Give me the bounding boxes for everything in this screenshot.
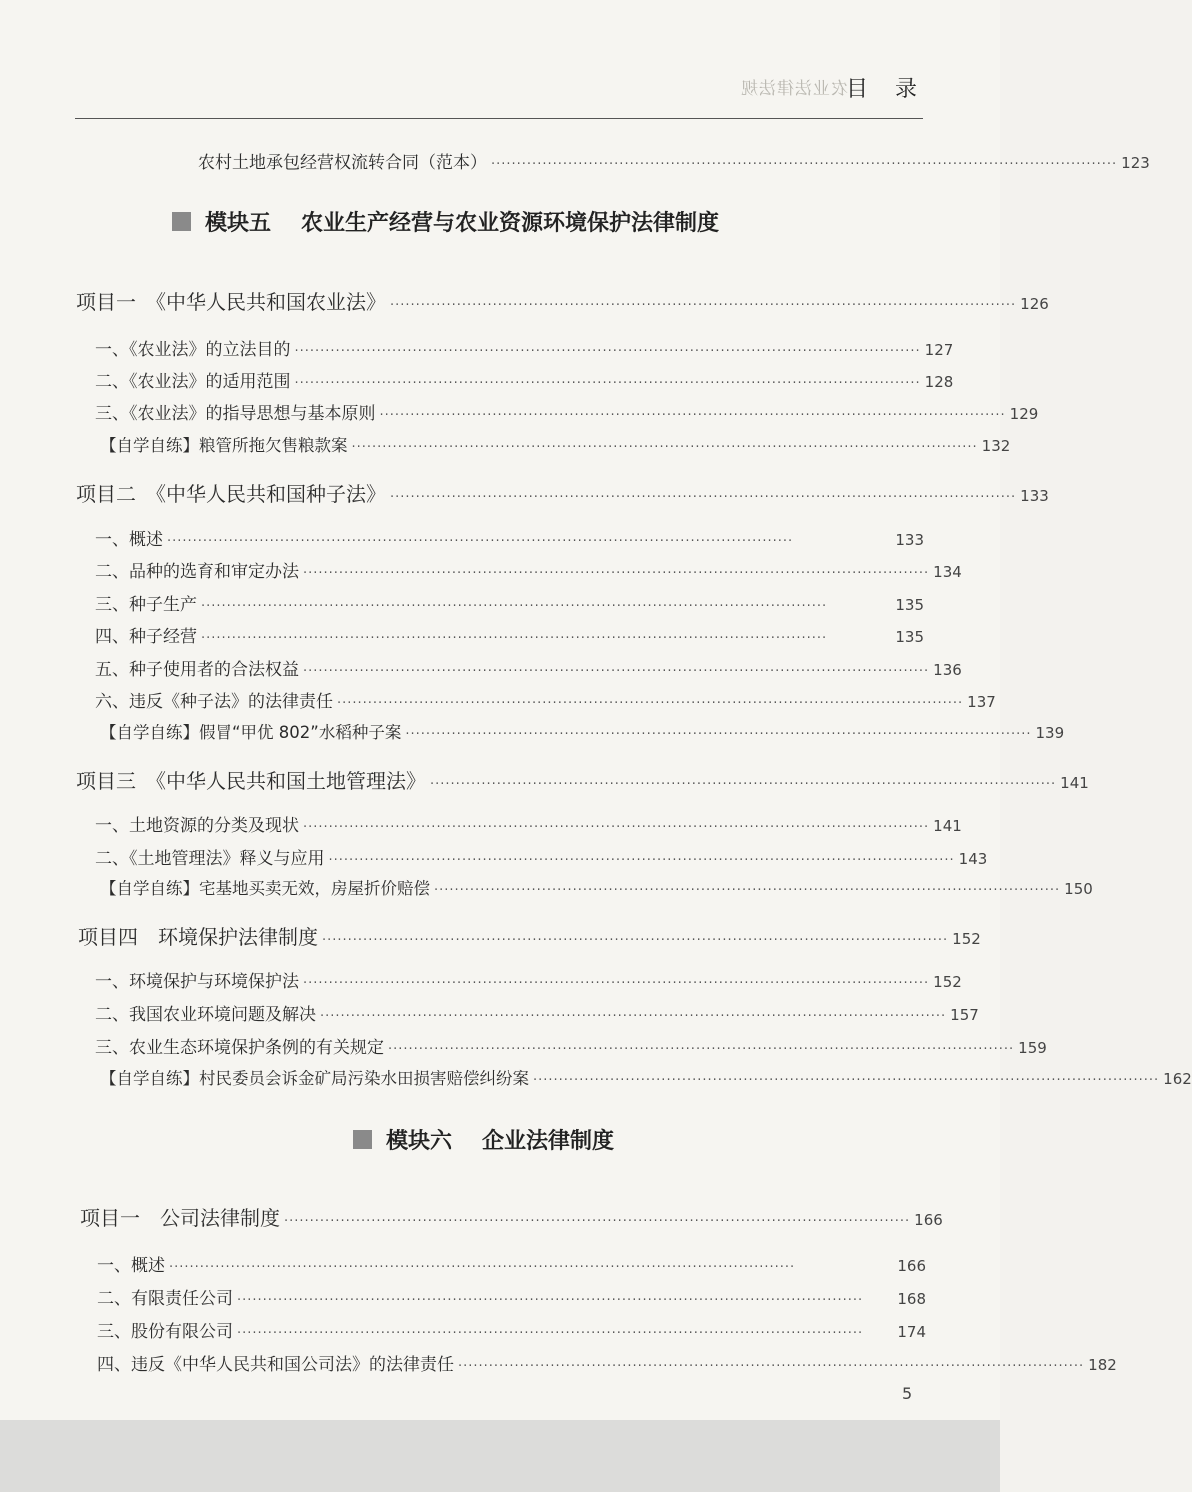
toc-entry[interactable] [95, 525, 924, 549]
toc-project-entry[interactable] [76, 478, 1049, 506]
toc-entry[interactable] [97, 1284, 926, 1308]
dot-leader: ·························································································································· [294, 376, 921, 391]
toc-practice-entry[interactable] [100, 875, 1093, 899]
dot-leader: ·························································································································· [434, 883, 1061, 898]
dot-leader: ·························································································································· [169, 1260, 796, 1275]
dot-leader: ·························································································································· [320, 1009, 947, 1024]
bleed-through-header: 农业法律法规 [740, 79, 848, 99]
dot-leader: ·························································································································· [303, 664, 930, 679]
toc-entry-label: 五、种子使用者的合法权益 [95, 660, 299, 680]
toc-entry-page: 141 [933, 817, 962, 835]
toc-entry-page: 152 [933, 973, 962, 991]
toc-entry-label: 项目一 《中华人民共和国农业法》 [76, 290, 386, 314]
dot-leader: ·························································································································· [284, 1214, 911, 1229]
toc-entry-label: 项目四 环境保护法律制度 [78, 925, 318, 949]
dot-leader: ·························································································································· [322, 933, 949, 948]
toc-practice-entry[interactable] [100, 719, 1065, 743]
toc-project-entry[interactable] [76, 765, 1089, 793]
toc-entry-label: 三、股份有限公司 [97, 1322, 233, 1342]
toc-entry[interactable] [97, 1350, 1117, 1375]
dot-leader: ·························································································································· [388, 1042, 1015, 1057]
toc-entry[interactable] [97, 1317, 926, 1341]
toc-entry-label: 三、《农业法》的指导思想与基本原则 [95, 404, 376, 424]
toc-entry[interactable] [95, 557, 962, 582]
dot-leader: ·························································································································· [201, 631, 828, 646]
toc-entry[interactable] [198, 148, 1150, 173]
toc-entry-page: 135 [895, 596, 924, 614]
toc-entry-label: 一、概述 [95, 530, 163, 550]
module-title: 企业法律制度 [482, 1129, 615, 1154]
dot-leader: ·························································································································· [167, 534, 794, 549]
toc-entry-label: 一、土地资源的分类及现状 [95, 816, 299, 836]
toc-entry-label: 【自学自练】粮管所拖欠售粮款案 [100, 436, 348, 455]
toc-entry-page: 136 [933, 661, 962, 679]
dot-leader: ·························································································································· [491, 157, 1118, 172]
dot-leader: ·························································································································· [201, 599, 828, 614]
toc-entry[interactable] [95, 655, 962, 680]
module-name: 模块六 [386, 1129, 453, 1154]
square-bullet-icon [353, 1130, 372, 1149]
toc-entry[interactable] [95, 1033, 1047, 1058]
dot-leader: ·························································································································· [405, 727, 1032, 742]
module-heading [353, 1124, 614, 1155]
dot-leader: ·························································································································· [351, 440, 978, 455]
toc-entry-label: 项目二 《中华人民共和国种子法》 [76, 482, 386, 506]
dot-leader: ·························································································································· [303, 976, 930, 991]
dot-leader: ·························································································································· [390, 298, 1017, 313]
toc-entry[interactable] [95, 844, 988, 869]
dot-leader: ·························································································································· [303, 566, 930, 581]
toc-entry-page: 135 [895, 628, 924, 646]
toc-entry-page: 157 [950, 1006, 979, 1024]
toc-entry-label: 农村土地承包经营权流转合同（范本） [198, 153, 487, 173]
dot-leader: ·························································································································· [458, 1359, 1085, 1374]
dot-leader: ·························································································································· [294, 344, 921, 359]
toc-entry-label: 四、违反《中华人民共和国公司法》的法律责任 [97, 1355, 454, 1375]
toc-entry[interactable] [95, 967, 962, 992]
toc-entry-page: 143 [958, 850, 988, 868]
toc-project-entry[interactable] [80, 1202, 943, 1230]
toc-entry-label: 【自学自练】村民委员会诉金矿局污染水田损害赔偿纠纷案 [100, 1069, 529, 1088]
toc-practice-entry[interactable] [100, 1065, 1192, 1089]
toc-entry-label: 二、《农业法》的适用范围 [95, 372, 291, 392]
toc-entry-page: 159 [1018, 1039, 1047, 1057]
toc-entry-page: 133 [895, 531, 924, 549]
toc-entry-page: 127 [924, 341, 954, 359]
dot-leader: ·························································································································· [533, 1073, 1160, 1088]
page-title: 目 录 [846, 77, 927, 102]
toc-entry[interactable] [95, 335, 954, 360]
toc-entry-page: 162 [1163, 1070, 1192, 1088]
toc-entry-page: 166 [914, 1211, 943, 1229]
toc-entry[interactable] [95, 811, 962, 836]
square-bullet-icon [172, 212, 191, 231]
toc-entry[interactable] [97, 1251, 926, 1275]
toc-entry-label: 【自学自练】宅基地买卖无效，房屋折价赔偿 [100, 879, 430, 898]
toc-entry-page: 166 [897, 1257, 926, 1275]
toc-entry-label: 一、概述 [97, 1256, 165, 1276]
toc-entry[interactable] [95, 687, 996, 712]
dot-leader: ·························································································································· [237, 1326, 864, 1341]
dot-leader: ·························································································································· [237, 1293, 864, 1308]
toc-entry-page: 126 [1020, 295, 1049, 313]
toc-entry-page: 128 [924, 373, 954, 391]
header-divider [75, 118, 923, 119]
dot-leader: ·························································································································· [379, 408, 1006, 423]
toc-entry[interactable] [95, 590, 924, 614]
toc-entry-label: 【自学自练】假冒“甲优 802”水稻种子案 [100, 723, 402, 742]
dot-leader: ·························································································································· [328, 853, 955, 868]
toc-entry-page: 139 [1035, 724, 1065, 742]
toc-entry-label: 二、品种的选育和审定办法 [95, 562, 299, 582]
toc-entry-page: 123 [1121, 154, 1150, 172]
toc-entry-page: 137 [967, 693, 996, 711]
toc-entry-label: 二、我国农业环境问题及解决 [95, 1005, 316, 1025]
toc-entry-page: 182 [1088, 1356, 1117, 1374]
toc-project-entry[interactable] [76, 286, 1049, 314]
toc-entry[interactable] [95, 622, 924, 646]
toc-entry-label: 四、种子经营 [95, 627, 197, 647]
toc-entry-page: 141 [1060, 774, 1089, 792]
toc-entry-label: 三、农业生态环境保护条例的有关规定 [95, 1038, 384, 1058]
toc-entry-label: 三、种子生产 [95, 595, 197, 615]
toc-entry[interactable] [95, 1000, 979, 1025]
toc-entry-label: 二、《土地管理法》释义与应用 [95, 849, 325, 869]
toc-entry-page: 168 [897, 1290, 926, 1308]
toc-entry-label: 项目一 公司法律制度 [80, 1206, 280, 1230]
toc-entry-label: 六、违反《种子法》的法律责任 [95, 692, 333, 712]
toc-entry-page: 150 [1064, 880, 1093, 898]
toc-entry[interactable] [95, 367, 954, 392]
page-number: 5 [902, 1384, 913, 1403]
toc-entry-page: 132 [981, 437, 1011, 455]
toc-entry-page: 174 [897, 1323, 926, 1341]
toc-entry-page: 152 [952, 930, 981, 948]
toc-entry-label: 一、《农业法》的立法目的 [95, 340, 291, 360]
toc-entry-page: 129 [1009, 405, 1039, 423]
toc-practice-entry[interactable] [100, 432, 1011, 456]
module-heading [172, 206, 719, 237]
dot-leader: ·························································································································· [430, 777, 1057, 792]
toc-entry-label: 二、有限责任公司 [97, 1289, 233, 1309]
toc-entry-page: 134 [933, 563, 962, 581]
toc-entry-page: 133 [1020, 487, 1049, 505]
toc-project-entry[interactable] [78, 921, 981, 949]
dot-leader: ·························································································································· [390, 490, 1017, 505]
toc-entry-label: 一、环境保护与环境保护法 [95, 972, 299, 992]
module-name: 模块五 [205, 211, 272, 236]
toc-entry-label: 项目三 《中华人民共和国土地管理法》 [76, 769, 426, 793]
dot-leader: ·························································································································· [337, 696, 964, 711]
scan-bottom-margin [0, 1420, 1000, 1492]
module-title: 农业生产经营与农业资源环境保护法律制度 [301, 211, 720, 236]
toc-entry[interactable] [95, 399, 1039, 424]
dot-leader: ·························································································································· [303, 820, 930, 835]
